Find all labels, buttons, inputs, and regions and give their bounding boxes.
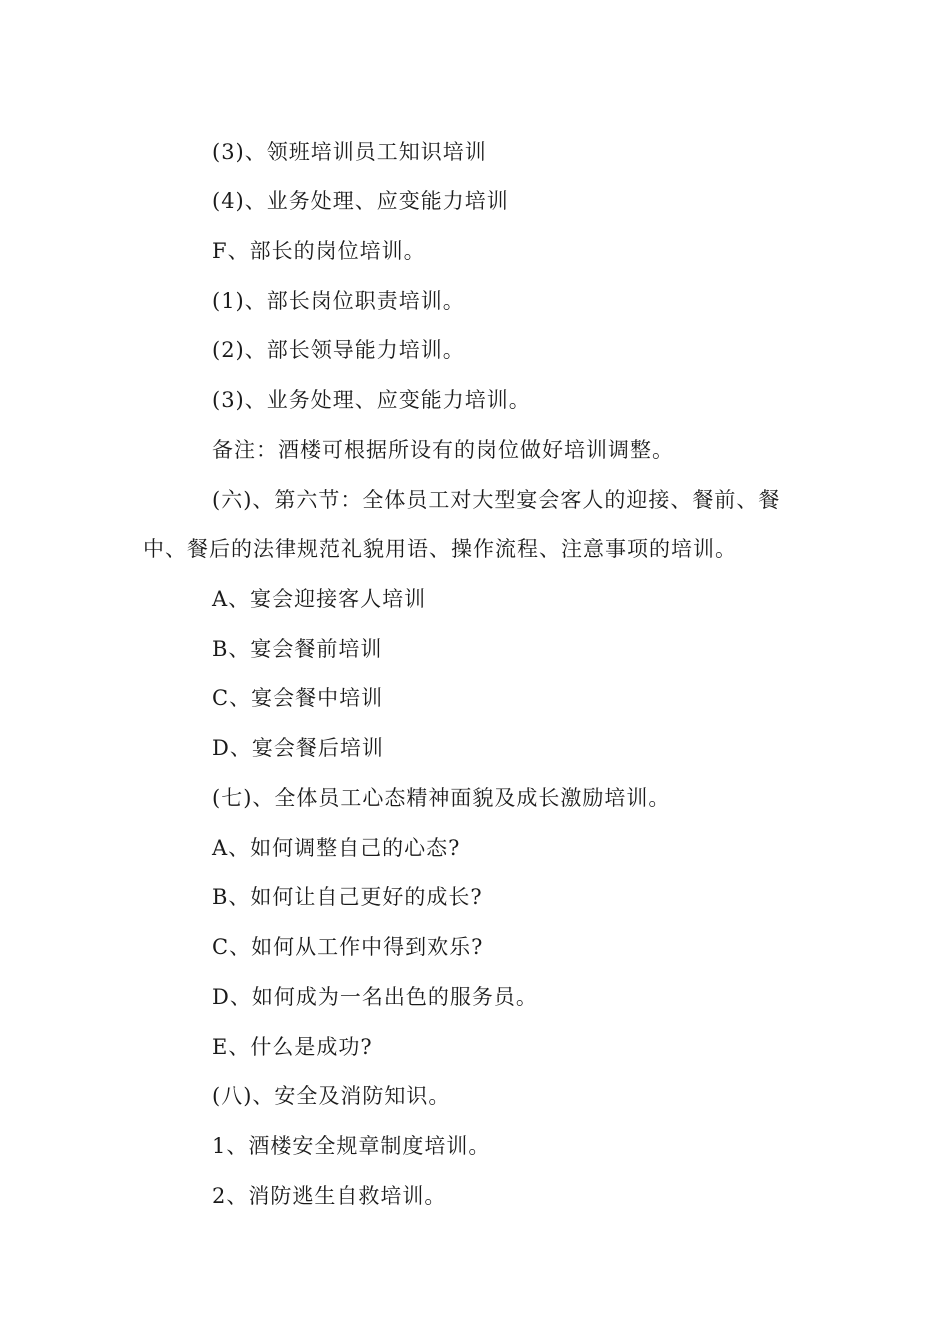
text-line: C、宴会餐中培训 (212, 686, 384, 710)
text-line: B、宴会餐前培训 (212, 637, 383, 661)
text-line-continuation: 中、餐后的法律规范礼貌用语、操作流程、注意事项的培训。 (143, 537, 737, 561)
text-line: (3)、业务处理、应变能力培训。 (212, 388, 531, 412)
text-line: D、如何成为一名出色的服务员。 (212, 985, 538, 1009)
section-heading: (八)、安全及消防知识。 (212, 1084, 451, 1108)
text-line: A、宴会迎接客人培训 (212, 587, 427, 611)
section-heading: (六)、第六节：全体员工对大型宴会客人的迎接、餐前、餐 (212, 488, 781, 512)
text-line: 2、消防逃生自救培训。 (212, 1184, 447, 1208)
text-line: (2)、部长领导能力培训。 (212, 338, 465, 362)
text-line: C、如何从工作中得到欢乐? (212, 935, 484, 959)
text-line: (4)、业务处理、应变能力培训 (212, 189, 509, 213)
text-line: (1)、部长岗位职责培训。 (212, 289, 465, 313)
text-line: E、什么是成功? (212, 1035, 373, 1059)
text-line: B、如何让自己更好的成长? (212, 885, 483, 909)
text-line: 1、酒楼安全规章制度培训。 (212, 1134, 491, 1158)
text-line: D、宴会餐后培训 (212, 736, 384, 760)
text-line: 备注：酒楼可根据所设有的岗位做好培训调整。 (212, 438, 674, 462)
text-line: A、如何调整自己的心态? (212, 836, 461, 860)
text-line: F、部长的岗位培训。 (212, 239, 426, 263)
text-line: (3)、领班培训员工知识培训 (212, 140, 487, 164)
section-heading: (七)、全体员工心态精神面貌及成长激励培训。 (212, 786, 671, 810)
